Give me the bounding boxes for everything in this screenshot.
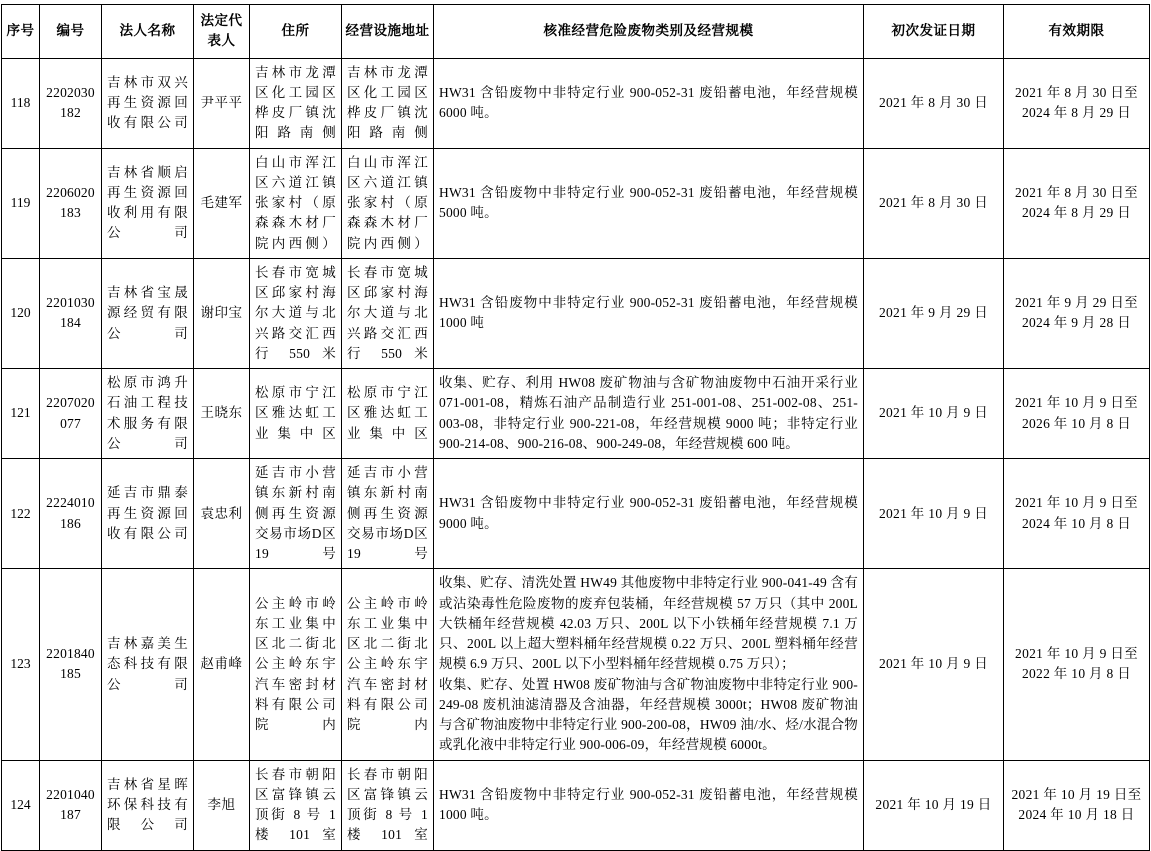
cell-site-address: 延吉市小营镇东新村南侧再生资源交易市场D区 19 号 (342, 459, 434, 569)
cell-valid-period: 2021 年 10 月 19 日至 2024 年 10 月 18 日 (1004, 760, 1150, 850)
cell-entity-name: 延吉市鼎泰再生资源回收有限公司 (102, 459, 194, 569)
cell-representative: 赵甫峰 (194, 569, 250, 760)
cell-issue-date: 2021 年 8 月 30 日 (864, 58, 1004, 148)
cell-issue-date: 2021 年 10 月 9 日 (864, 459, 1004, 569)
cell-site-address: 松原市宁江区雅达虹工业集中区 (342, 369, 434, 459)
cell-address: 公主岭市岭东工业集中区北二街北公主岭东宇汽车密封材料有限公司院内 (250, 569, 342, 760)
cell-code: 2201040187 (40, 760, 102, 850)
column-header-seq: 序号 (2, 5, 40, 59)
cell-code: 2206020183 (40, 148, 102, 258)
cell-issue-date: 2021 年 10 月 19 日 (864, 760, 1004, 850)
cell-valid-period: 2021 年 10 月 9 日至 2022 年 10 月 8 日 (1004, 569, 1150, 760)
cell-code: 2224010186 (40, 459, 102, 569)
cell-valid-period: 2021 年 10 月 9 日至 2024 年 10 月 8 日 (1004, 459, 1150, 569)
cell-approved-scope: 收集、贮存、利用 HW08 废矿物油与含矿物油废物中石油开采行业 071-001-08，精炼石油产品制造行业 251-001-08、251-002-08、251-003-08，非特定行业 900-221-08，年经营规模 9000 吨；非特定行业 900-214-08、900-216-08、900-249-08，年经营规模 600 吨。 (434, 369, 864, 459)
cell-seq: 124 (2, 760, 40, 850)
cell-entity-name: 松原市鸿升石油工程技术服务有限公司 (102, 369, 194, 459)
column-header-valid-period: 有效期限 (1004, 5, 1150, 59)
cell-code: 2201840185 (40, 569, 102, 760)
table-row (2, 569, 1150, 760)
table-row (2, 459, 1150, 569)
cell-entity-name: 吉林省顺启再生资源回收利用有限公司 (102, 148, 194, 258)
cell-valid-period: 2021 年 9 月 29 日至 2024 年 9 月 28 日 (1004, 258, 1150, 368)
table-header-row (2, 5, 1150, 59)
cell-address: 松原市宁江区雅达虹工业集中区 (250, 369, 342, 459)
cell-entity-name: 吉林市双兴再生资源回收有限公司 (102, 58, 194, 148)
cell-seq: 119 (2, 148, 40, 258)
cell-approved-scope: HW31 含铅废物中非特定行业 900-052-31 废铅蓄电池，年经营规模 1000 吨 (434, 258, 864, 368)
cell-address: 延吉市小营镇东新村南侧再生资源交易市场D区 19 号 (250, 459, 342, 569)
cell-site-address: 吉林市龙潭区化工园区桦皮厂镇沈阳路南侧 (342, 58, 434, 148)
cell-issue-date: 2021 年 10 月 9 日 (864, 369, 1004, 459)
cell-entity-name: 吉林省星晖环保科技有限公司 (102, 760, 194, 850)
cell-seq: 120 (2, 258, 40, 368)
cell-site-address: 白山市浑江区六道江镇张家村（原森森木材厂院内西侧） (342, 148, 434, 258)
cell-valid-period: 2021 年 8 月 30 日至 2024 年 8 月 29 日 (1004, 148, 1150, 258)
cell-entity-name: 吉林省宝晟源经贸有限公司 (102, 258, 194, 368)
cell-address: 白山市浑江区六道江镇张家村（原森森木材厂院内西侧） (250, 148, 342, 258)
cell-address: 长春市朝阳区富锋镇云顶街 8 号 1 楼 101 室 (250, 760, 342, 850)
column-header-scope: 核准经营危险废物类别及经营规模 (434, 5, 864, 59)
cell-address: 吉林市龙潭区化工园区桦皮厂镇沈阳路南侧 (250, 58, 342, 148)
cell-valid-period: 2021 年 10 月 9 日至 2026 年 10 月 8 日 (1004, 369, 1150, 459)
cell-code: 2201030184 (40, 258, 102, 368)
cell-site-address: 长春市宽城区邱家村海尔大道与北兴路交汇西行 550 米 (342, 258, 434, 368)
cell-approved-scope: HW31 含铅废物中非特定行业 900-052-31 废铅蓄电池，年经营规模 5000 吨。 (434, 148, 864, 258)
cell-address: 长春市宽城区邱家村海尔大道与北兴路交汇西行 550 米 (250, 258, 342, 368)
cell-representative: 尹平平 (194, 58, 250, 148)
cell-site-address: 长春市朝阳区富锋镇云顶街 8 号 1 楼 101 室 (342, 760, 434, 850)
cell-code: 2202030182 (40, 58, 102, 148)
cell-valid-period: 2021 年 8 月 30 日至 2024 年 8 月 29 日 (1004, 58, 1150, 148)
table-row (2, 148, 1150, 258)
cell-representative: 王晓东 (194, 369, 250, 459)
table-row (2, 369, 1150, 459)
table-row (2, 58, 1150, 148)
cell-entity-name: 吉林嘉美生态科技有限公司 (102, 569, 194, 760)
cell-approved-scope: HW31 含铅废物中非特定行业 900-052-31 废铅蓄电池，年经营规模 9000 吨。 (434, 459, 864, 569)
cell-seq: 121 (2, 369, 40, 459)
table-row (2, 760, 1150, 850)
cell-representative: 袁忠利 (194, 459, 250, 569)
cell-seq: 118 (2, 58, 40, 148)
column-header-code: 编号 (40, 5, 102, 59)
cell-issue-date: 2021 年 8 月 30 日 (864, 148, 1004, 258)
column-header-issue-date: 初次发证日期 (864, 5, 1004, 59)
cell-representative: 李旭 (194, 760, 250, 850)
table-body (2, 58, 1150, 850)
cell-representative: 毛建军 (194, 148, 250, 258)
cell-code: 2207020077 (40, 369, 102, 459)
hazardous-waste-permit-table (1, 4, 1150, 851)
table-row (2, 258, 1150, 368)
cell-site-address: 公主岭市岭东工业集中区北二街北公主岭东宇汽车密封材料有限公司院内 (342, 569, 434, 760)
cell-approved-scope: 收集、贮存、清洗处置 HW49 其他废物中非特定行业 900-041-49 含有或沾染毒性危险废物的废弃包装桶，年经营规模 57 万只（其中 200L 大铁桶年经营规模 42.03 万只、200L 以下小铁桶年经营规模 7.1 万只、200L 以上超大塑料桶年经营规模 0.22 万只、200L 塑料桶年经营规模 6.9 万只、200L 以下小型料桶年经营规模 0.75 万只）； 收集、贮存、处置 HW08 废矿物油与含矿物油废物中非特定行业 900-249-08 废机油滤清器及含油器，年经营规模 3000t；HW08 废矿物油与含矿物油废物中非特定行业 900-200-08，HW09 油/水、烃/水混合物或乳化液中非特定行业 900-006-09，年经营规模 6000t。 (434, 569, 864, 760)
cell-approved-scope: HW31 含铅废物中非特定行业 900-052-31 废铅蓄电池，年经营规模 1000 吨。 (434, 760, 864, 850)
column-header-representative: 法定代表人 (194, 5, 250, 59)
column-header-site: 经营设施地址 (342, 5, 434, 59)
cell-issue-date: 2021 年 9 月 29 日 (864, 258, 1004, 368)
cell-seq: 123 (2, 569, 40, 760)
cell-issue-date: 2021 年 10 月 9 日 (864, 569, 1004, 760)
column-header-name: 法人名称 (102, 5, 194, 59)
cell-representative: 谢印宝 (194, 258, 250, 368)
cell-approved-scope: HW31 含铅废物中非特定行业 900-052-31 废铅蓄电池，年经营规模 6000 吨。 (434, 58, 864, 148)
column-header-address: 住所 (250, 5, 342, 59)
cell-seq: 122 (2, 459, 40, 569)
